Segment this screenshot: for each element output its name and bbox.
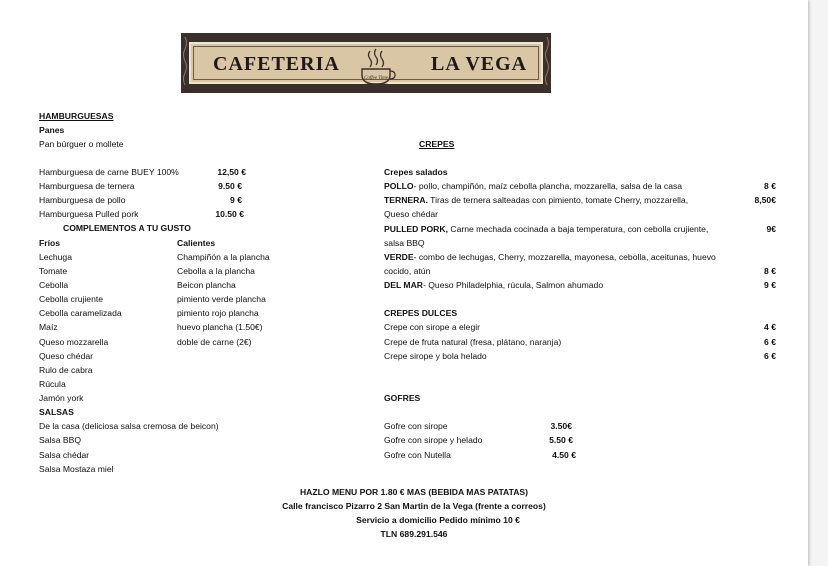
crepes-dulces-title: CREPES DULCES <box>384 308 458 318</box>
caliente-item: pimiento verde plancha <box>177 294 266 304</box>
crepe-dulce-price: 6 € <box>764 351 776 361</box>
caliente-item: pimiento rojo plancha <box>177 308 259 318</box>
frio-item: Tomate <box>39 266 68 276</box>
salsa-item: De la casa (deliciosa salsa cremosa de beicon) <box>39 421 219 431</box>
crepe-price: 8,50€ <box>754 195 776 205</box>
footer-delivery: Servicio a domicilio Pedido mínimo 10 € <box>356 515 520 525</box>
frio-item: Queso chédar <box>39 351 93 361</box>
crepe-salado-line <box>384 224 708 235</box>
caliente-item: Beicon plancha <box>177 280 236 290</box>
salsa-item: Salsa BBQ <box>39 435 82 445</box>
crepe-dulce-price: 6 € <box>764 337 776 347</box>
crepe-dulce-name: Crepe sirope y bola helado <box>384 351 487 361</box>
frio-item: Cebolla <box>39 280 69 290</box>
crepe-name: PULLED PORK, <box>384 224 448 234</box>
burger-price: 10.50 € <box>215 209 244 219</box>
crepe-dulce-price: 4 € <box>764 322 776 332</box>
crepe-desc-cont: salsa BBQ <box>384 238 425 248</box>
caliente-item: Cebolla a la plancha <box>177 266 255 276</box>
scroll-ornament-left <box>181 33 189 93</box>
footer-menu-offer: HAZLO MENU POR 1.80 € MAS (BEBIDA MAS PATATAS) <box>299 487 529 497</box>
gofre-price: 5.50 € <box>549 435 573 445</box>
salsa-item: Salsa chédar <box>39 450 90 460</box>
scroll-ornament-right <box>543 33 551 93</box>
frio-item: Lechuga <box>39 252 72 262</box>
crepe-price: 8 € <box>764 181 776 191</box>
frios-title: Fríos <box>39 238 61 248</box>
caliente-item: Champiñón a la plancha <box>177 252 270 262</box>
burger-name: Hamburguesa de ternera <box>39 181 135 191</box>
burger-price: 12,50 € <box>217 167 246 177</box>
caliente-item: doble de carne (2€) <box>177 337 252 347</box>
frio-item: Cebolla caramelizada <box>39 308 122 318</box>
crepe-dulce-name: Crepe con sirope a elegir <box>384 322 481 332</box>
panes-text: Pan búrguer o mollete <box>39 139 124 149</box>
burger-name: Hamburguesa Pulled pork <box>39 209 139 219</box>
frio-item: Jamón york <box>39 393 84 403</box>
coffee-cup-icon <box>356 47 396 89</box>
crepe-desc: - combo de lechugas, Cherry, mozzarella, mayonesa, cebolla, aceitunas, huevo <box>413 252 716 262</box>
frio-item: Cebolla crujiente <box>39 294 104 304</box>
header-banner <box>181 33 551 93</box>
burger-name: Hamburguesa de carne BUEY 100% <box>39 167 179 177</box>
brand-word-right: LA VEGA <box>431 53 528 75</box>
gofre-name: Gofre con sirope y helado <box>384 435 483 445</box>
crepe-price: 9 € <box>764 280 776 290</box>
crepe-name: VERDE <box>384 252 414 262</box>
crepe-dulce-name: Crepe de fruta natural (fresa, plátano, naranja) <box>384 337 562 347</box>
crepe-salado-line <box>384 195 688 206</box>
gofres-title: GOFRES <box>384 393 421 403</box>
crepe-salado-line <box>384 252 716 263</box>
crepe-desc: Carne mechada cocinada a baja temperatura, con cebolla crujiente, <box>447 224 709 234</box>
banner-plaque <box>189 42 543 84</box>
gofre-name: Gofre con sirope <box>384 421 448 431</box>
crepe-desc: - pollo, champiñón, maíz cebolla plancha, mozzarella, salsa de la casa <box>413 181 683 191</box>
frio-item: Queso mozzarella <box>39 337 109 347</box>
crepe-salado-line <box>384 280 603 291</box>
frio-item: Rúcula <box>39 379 66 389</box>
crepe-salado-line <box>384 181 682 192</box>
crepe-name: TERNERA. <box>384 195 428 205</box>
hamburguesas-title: HAMBURGUESAS <box>39 111 114 121</box>
frio-item: Maíz <box>39 322 58 332</box>
calientes-title: Calientes <box>177 238 216 248</box>
gofre-name: Gofre con Nutella <box>384 450 451 460</box>
complementos-title: COMPLEMENTOS A TU GUSTO <box>63 223 191 233</box>
crepe-desc: - Queso Philadelphia, rúcula, Salmon ahumado <box>423 280 604 290</box>
burger-price: 9.50 € <box>218 181 242 191</box>
salsas-title: SALSAS <box>39 407 74 417</box>
footer-phone: TLN 689.291.546 <box>380 529 448 539</box>
salsa-item: Salsa Mostaza miel <box>39 464 114 474</box>
panes-title: Panes <box>39 125 65 135</box>
crepe-price: 8 € <box>764 266 776 276</box>
brand-word-left: CAFETERIA <box>213 53 340 75</box>
frio-item: Rulo de cabra <box>39 365 93 375</box>
crepe-desc-cont: Queso chédar <box>384 209 438 219</box>
crepe-price: 9€ <box>766 224 776 234</box>
burger-name: Hamburguesa de pollo <box>39 195 126 205</box>
caliente-item: huevo plancha (1.50€) <box>177 322 263 332</box>
gofre-price: 4.50 € <box>552 450 576 460</box>
burger-price: 9 € <box>230 195 242 205</box>
crepe-name: DEL MAR <box>384 280 423 290</box>
gofre-price: 3.50€ <box>550 421 572 431</box>
crepes-title: CREPES <box>419 139 455 149</box>
crepe-desc: Tiras de ternera salteadas con pimiento, tomate Cherry, mozzarella, <box>427 195 689 205</box>
footer-address: Calle francisco Pizarro 2 San Martin de la Vega (frente a correos) <box>282 501 546 511</box>
crepes-salados-title: Crepes salados <box>384 167 448 177</box>
svg-text:Coffee Time: Coffee Time <box>363 76 389 81</box>
crepe-name: POLLO <box>384 181 414 191</box>
crepe-desc-cont: cocido, atún <box>384 266 431 276</box>
